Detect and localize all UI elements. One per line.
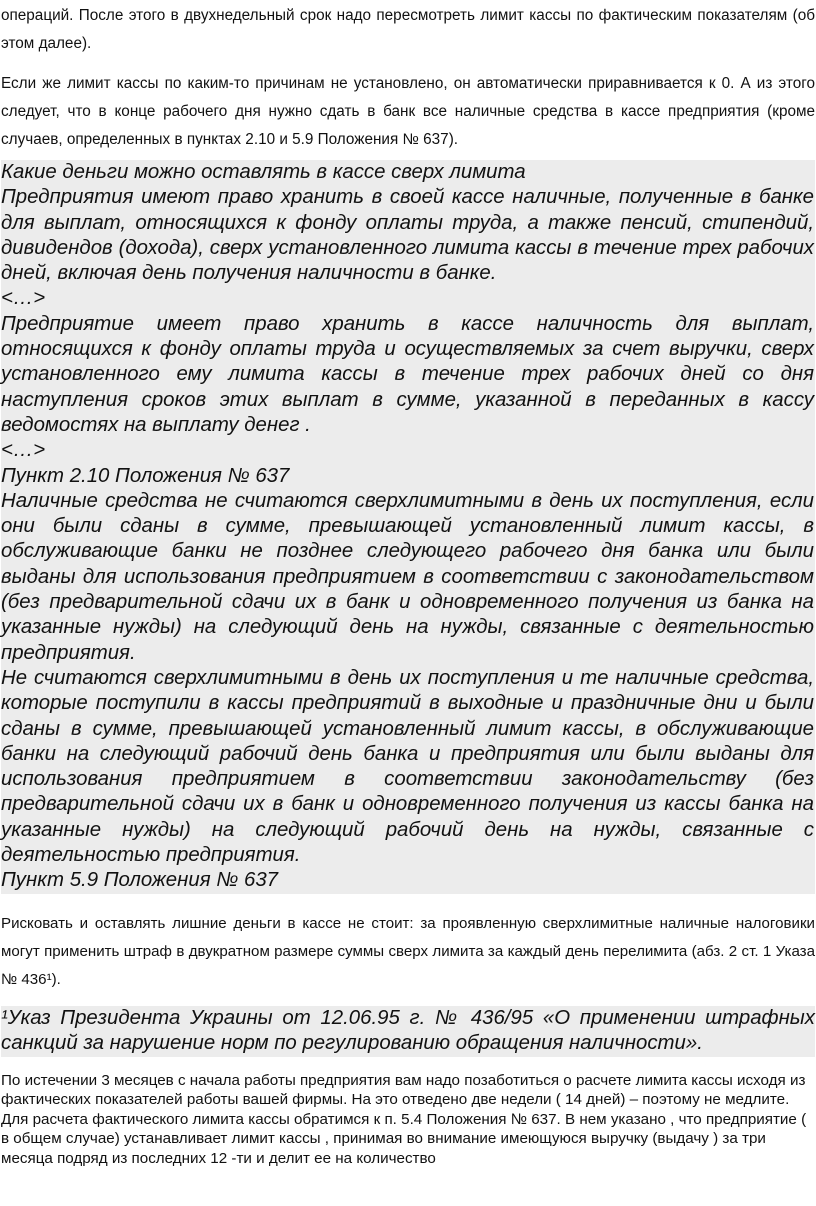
quote-paragraph-weekend: Не считаются сверхлимитными в день их поступления и те наличные средства, которые поступили в кассы предприятий в выходные и праздничные дни и были сданы в сумме, превышающей установленный лимит кассы, в обслуживающие банки на следующий рабочий день банка и предприятия или были выданы для использования предприятием в соответствии законодательству (без предварительной сдачи их в банк и одновременного получения из кассы банка на указанные нужды) на следующий рабочий день на нужды, связанные с деятельностью предприятия. (1, 666, 814, 867)
quote-source-5-9: Пункт 5.9 Положения № 637 (1, 869, 279, 892)
quote-paragraph-revenue: Предприятие имеет право хранить в кассе наличность для выплат, относящихся к фонду оплаты труда и осуществляемых за счет выручки, сверх установленного ему лимита кассы в течение трех рабочих дней со дня наступления сроков этих выплат в сумме, указанной в переданных в кассу ведомостях на выплату денег . (1, 312, 814, 436)
quote-paragraph-not-excess: Наличные средства не считаются сверхлимитными в день их поступления, если они были сданы в сумме, превышающей установленный лимит кассы, в обслуживающие банки не позднее следующего рабочего дня банка или были выданы для использования предприятием в соответствии с законодательством (без предварительной сдачи их в банк и одновременного получения из банка на указанные нужды) на следующий день на нужды, связанные с деятельностью предприятия. (1, 489, 814, 664)
quote-heading: Какие деньги можно оставлять в кассе сверх лимита (1, 161, 526, 183)
paragraph-intro: операций. После этого в двухнедельный срок надо пересмотреть лимит кассы по фактическим показателям (об этом далее). (1, 7, 815, 52)
quote-paragraph-payroll: Предприятия имеют право хранить в своей кассе наличные, полученные в банке для выплат, относящихся к фонду оплаты труда, а также пенсий, стипендий, дивидендов (дохода), сверх установленного лимита кассы в течение трех рабочих дней, включая день получения наличности в банке. (1, 186, 814, 285)
paragraph-limit-calculation: По истечении 3 месяцев с начала работы предприятия вам надо позаботиться о расчете лимита кассы исходя из фактических показателей работы вашей фирмы. На это отведено две недели ( 14 дней) – поэтому не медлите. Для расчета фактического лимита кассы обратимся к п. 5.4 Положения № 637. В нем указано , что предприятие ( в общем случае) устанавливает лимит кассы , принимая во внимание имеющуюся выручку (выдачу ) за три месяца подряд из последних 12 -ти и делит ее на количество (1, 1071, 807, 1167)
paragraph-fine-warning: Рисковать и оставлять лишние деньги в кассе не стоит: за проявленную сверхлимитные наличные налоговики могут применить штраф в двукратном размере суммы сверх лимита за каждый день перелимита (абз. 2 ст. 1 Указа № 436¹). (1, 914, 815, 988)
quote-ellipsis: <…> (1, 287, 46, 310)
paragraph-zero-limit: Если же лимит кассы по каким-то причинам не установлено, он автоматически приравнивается к 0. А из этого следует, что в конце рабочего дня нужно сдать в банк все наличные средства в кассе предприятия (кроме случаев, определенных в пунктах 2.10 и 5.9 Положения № 637). (1, 75, 815, 148)
quote-source-2-10: Пункт 2.10 Положения № 637 (1, 464, 290, 487)
quote-block-excess-cash (1, 160, 815, 894)
quote-ellipsis: <…> (1, 439, 46, 462)
footnote-decree: ¹Указ Президента Украины от 12.06.95 г. № 436/95 «О применении штрафных санкций за нарушение норм по регулированию обращения наличности». (1, 1006, 815, 1057)
